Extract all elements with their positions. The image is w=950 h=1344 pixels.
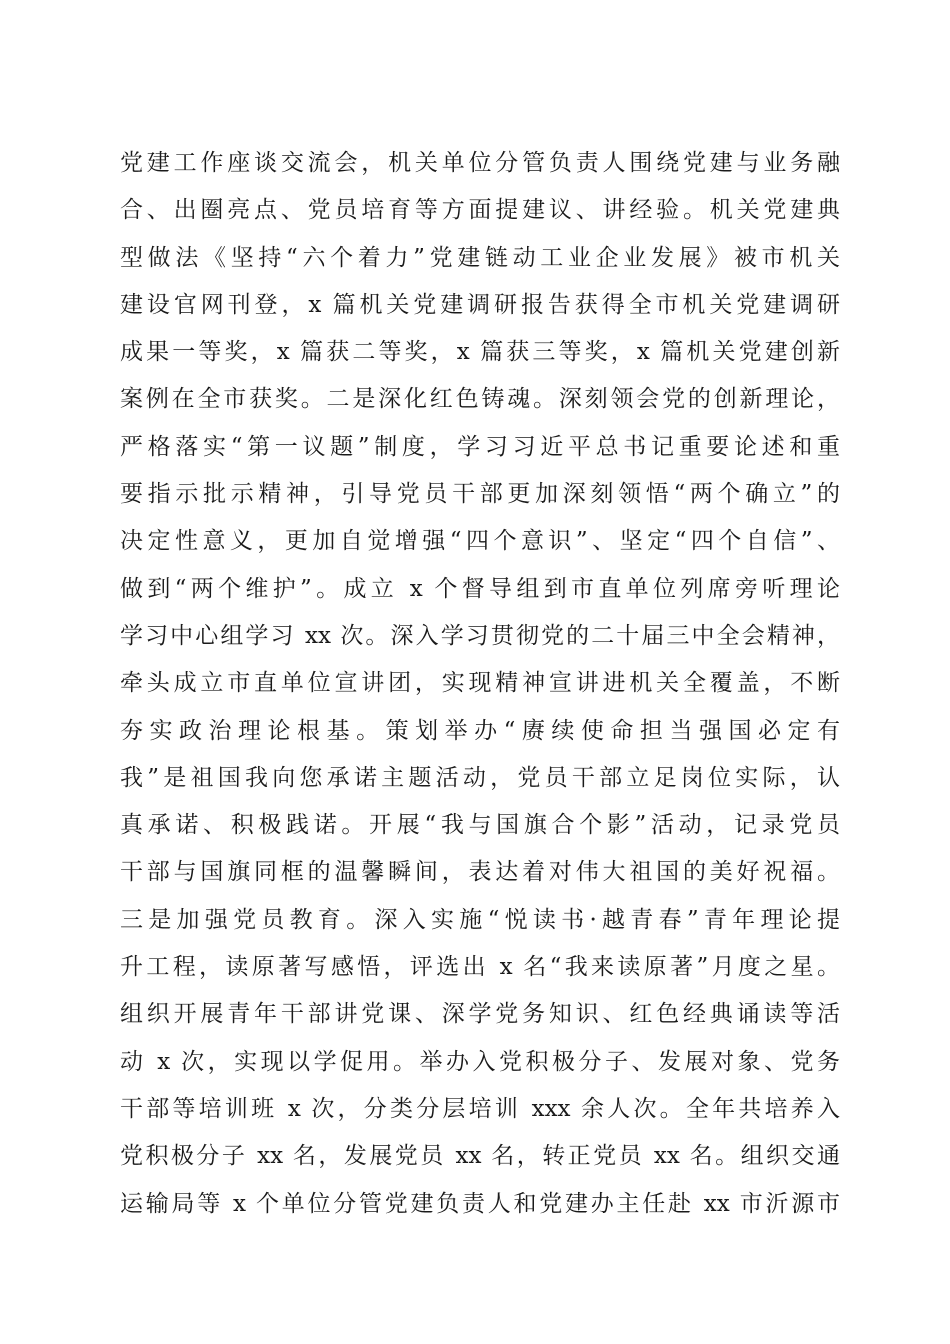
text-line: 案例在全市获奖。二是深化红色铸魂。深刻领会党的创新理论， <box>120 386 840 413</box>
text-line: 真承诺、积极践诺。开展“我与国旗合个影”活动，记录党员 <box>120 812 840 839</box>
text-line: 动 x 次，实现以学促用。举办入党积极分子、发展对象、党务 <box>120 1048 840 1075</box>
text-line: 合、出圈亮点、党员培育等方面提建议、讲经验。机关党建典 <box>120 197 840 224</box>
text-line: 夯实政治理论根基。策划举办“赓续使命担当强国必定有 <box>120 717 840 744</box>
text-line: 建设官网刊登，x 篇机关党建调研报告获得全市机关党建调研 <box>120 291 840 318</box>
text-line: 党建工作座谈交流会，机关单位分管负责人围绕党建与业务融 <box>120 150 840 176</box>
text-line: 干部与国旗同框的温馨瞬间，表达着对伟大祖国的美好祝福。 <box>120 859 840 886</box>
text-line: 我”是祖国我向您承诺主题活动，党员干部立足岗位实际，认 <box>120 764 840 791</box>
text-line: 升工程，读原著写感悟，评选出 x 名“我来读原著”月度之星。 <box>120 954 840 981</box>
text-line: 干部等培训班 x 次，分类分层培训 xxx 余人次。全年共培养入 <box>120 1095 840 1122</box>
text-line: 成果一等奖，x 篇获二等奖，x 篇获三等奖，x 篇机关党建创新 <box>120 339 840 366</box>
text-line: 决定性意义，更加自觉增强“四个意识”、坚定“四个自信”、 <box>120 528 840 555</box>
text-line: 牵头成立市直单位宣讲团，实现精神宣讲进机关全覆盖，不断 <box>120 670 840 697</box>
text-line: 型做法《坚持“六个着力”党建链动工业企业发展》被市机关 <box>120 244 840 271</box>
text-line: 学习中心组学习 xx 次。深入学习贯彻党的二十届三中全会精神， <box>120 622 840 649</box>
text-line: 做到“两个维护”。成立 x 个督导组到市直单位列席旁听理论 <box>120 575 840 602</box>
text-line: 严格落实“第一议题”制度，学习习近平总书记重要论述和重 <box>120 433 840 460</box>
body-text <box>120 140 840 1228</box>
text-line: 运输局等 x 个单位分管党建负责人和党建办主任赴 xx 市沂源市 <box>120 1190 840 1217</box>
text-line: 组织开展青年干部讲党课、深学党务知识、红色经典诵读等活 <box>120 1001 840 1028</box>
text-line: 三是加强党员教育。深入实施“悦读书·越青春”青年理论提 <box>120 906 840 933</box>
text-line: 要指示批示精神，引导党员干部更加深刻领悟“两个确立”的 <box>120 481 840 508</box>
text-line: 党积极分子 xx 名，发展党员 xx 名，转正党员 xx 名。组织交通 <box>120 1143 840 1170</box>
